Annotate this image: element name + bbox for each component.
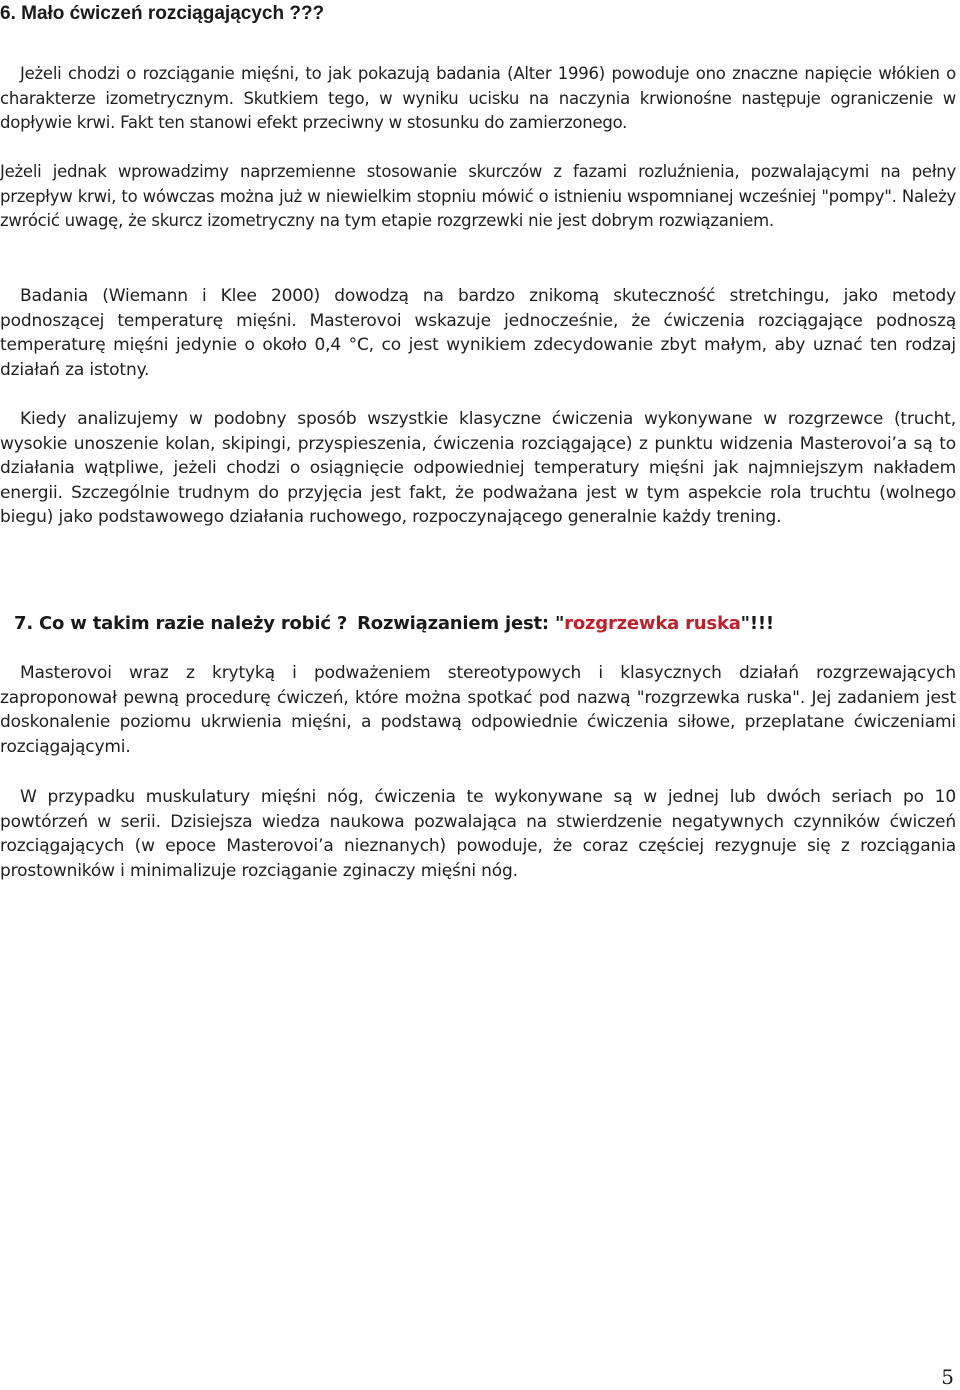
paragraph-text: Jeżeli chodzi o rozciąganie mięśni, to jak pokazują badania (Alter 1996) powoduje ono znaczne napięcie włókien o charakterze izometrycznym. Skutkiem tego, w wyniku ucisku na naczynia krwionośne następuje ograniczenie w dopływie krwi. Fakt ten stanowi efekt przeciwny w stosunku do zamierzonego. [0, 64, 956, 132]
section-heading-6: 6. Mało ćwiczeń rozciągających ??? [0, 3, 325, 24]
paragraph-stretching-isometric [0, 62, 956, 136]
heading-answer-suffix: "!!! [740, 613, 774, 634]
paragraph-alternating-contractions [0, 160, 956, 234]
paragraph-text: Masterovoi wraz z krytyką i podważeniem stereotypowych i klasycznych działań rozgrzewających zaproponował pewną procedurę ćwiczeń, które można spotkać pod nazwą "rozgrzewka ruska". Jej zadaniem jest doskonalenie poziomu ukrwienia mięśni, a podstawą odpowiednie ćwiczenia siłowe, przeplatane ćwiczeniami rozciągającymi. [0, 663, 956, 757]
heading-answer-highlight: rozgrzewka ruska [564, 613, 741, 634]
paragraph-classic-exercises [0, 407, 956, 530]
paragraph-text: Kiedy analizujemy w podobny sposób wszystkie klasyczne ćwiczenia wykonywane w rozgrzewce (trucht, wysokie unoszenie kolan, skipingi, przyspieszenia, ćwiczenia rozciągające) z punktu widzenia Masterovoi’a są to działania wątpliwe, jeżeli chodzi o osiągnięcie odpowiedniej temperatury mięśni jak najmniejszym nakładem energii. Szczególnie trudnym do przyjęcia jest fakt, że podważana jest w tym aspekcie rola truchtu (wolnego biegu) jako podstawowego działania ruchowego, rozpoczynającego generalnie każdy trening. [0, 409, 956, 528]
paragraph-research-stretching [0, 284, 956, 382]
paragraph-leg-muscles [0, 785, 956, 883]
page-number: 5 [941, 1365, 954, 1389]
heading-question: 7. Co w takim razie należy robić ? [14, 613, 348, 634]
paragraph-text: Badania (Wiemann i Klee 2000) dowodzą na bardzo znikomą skuteczność stretchingu, jako metody podnoszącej temperaturę mięśni. Masterovoi wskazuje jednocześnie, że ćwiczenia rozciągające podnoszą temperaturę mięśni jedynie o około 0,4 °C, co jest wynikiem zdecydowanie zbyt małym, aby uznać ten rodzaj działań za istotny. [0, 286, 956, 380]
heading-answer-prefix: Rozwiązaniem jest: " [357, 613, 565, 634]
paragraph-masterovoi-procedure [0, 661, 956, 759]
paragraph-text: W przypadku muskulatury mięśni nóg, ćwiczenia te wykonywane są w jednej lub dwóch seriach po 10 powtórzeń w serii. Dzisiejsza wiedza naukowa pozwalająca na stwierdzenie negatywnych czynników ćwiczeń rozciągających (w epoce Masterovoi’a nieznanych) powoduje, że coraz częściej rezygnuje się z rozciągania prostowników i minimalizuje rozciąganie zginaczy mięśni nóg. [0, 787, 956, 881]
paragraph-text: Jeżeli jednak wprowadzimy naprzemienne stosowanie skurczów z fazami rozluźnienia, pozwalającymi na pełny przepływ krwi, to wówczas można już w niewielkim stopniu mówić o istnieniu wspomnianej wcześniej "pompy". Należy zwrócić uwagę, że skurcz izometryczny na tym etapie rozgrzewki nie jest dobrym rozwiązaniem. [0, 162, 956, 230]
section-heading-7 [14, 612, 774, 636]
